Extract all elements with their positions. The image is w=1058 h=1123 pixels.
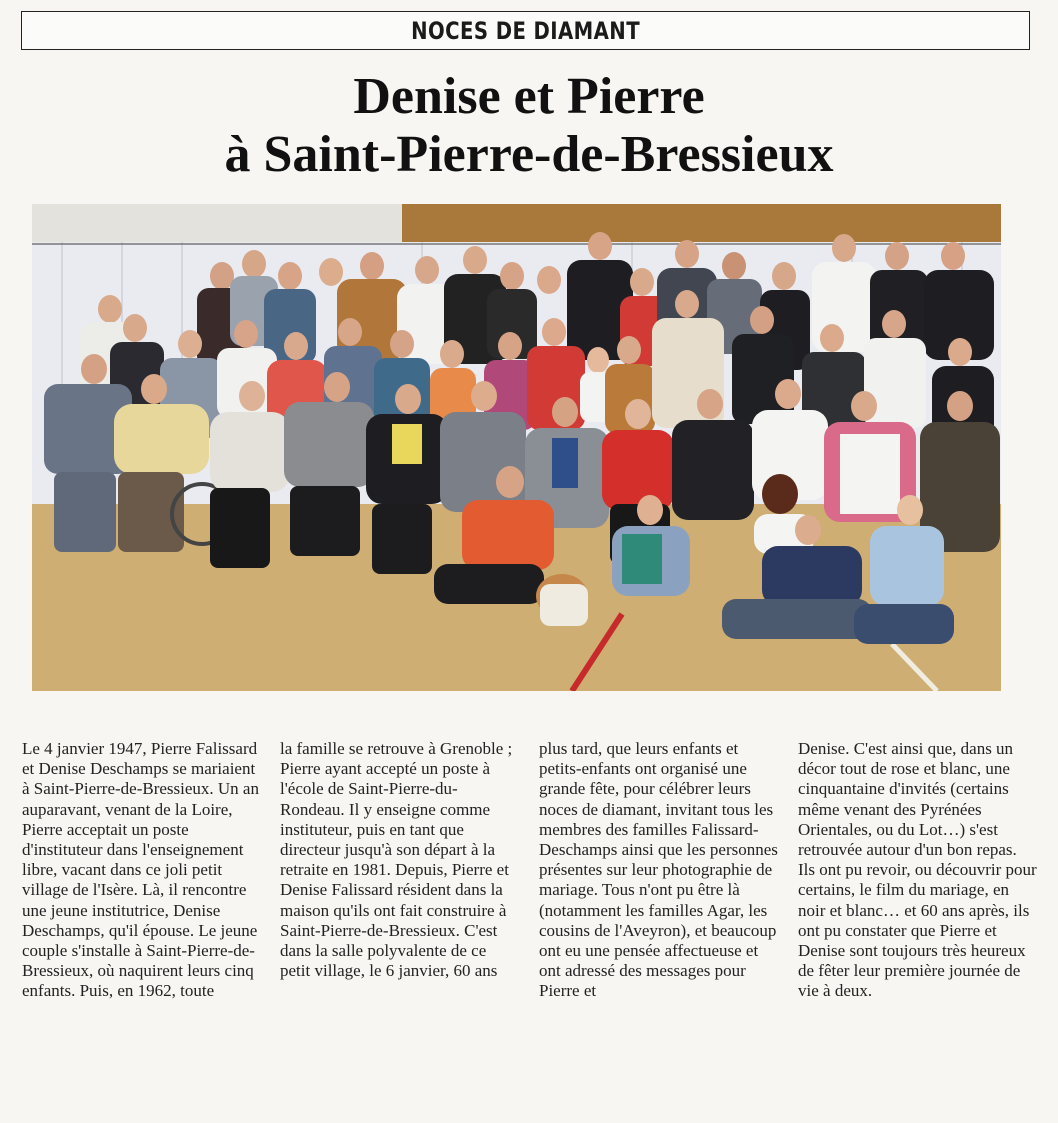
group-photo-illustration — [32, 204, 1001, 691]
section-rubric — [21, 11, 1030, 50]
article-text: Le 4 janvier 1947, Pierre Falissard et Denise Deschamps se mariaient à Saint-Pierre-de-Bressieux. Un an auparavant, venant de la Loire, Pierre acceptait un poste d'instituteur dans l'enseignement libre, vacant dans ce joli petit village de l'Isère. Là, il rencontre une jeune institutrice, Denise Deschamps, qu'il épouse. Le jeune couple s'installe à Saint-Pierre-de-Bressieux, où naquirent leurs cinq enfants. Puis, en 1962, toute — [22, 739, 259, 1001]
article-text: plus tard, que leurs enfants et petits-enfants ont organisé une grande fête, pour célébrer leurs noces de diamant, invitant tous les membres des familles Falissard-Deschamps ainsi que les personnes présentes sur leur photographie de mariage. Tous n'ont pu être là (notamment les familles Agar, les cousins de l'Aveyron), et beaucoup ont eu une pensée affectueuse et ont adressé des messages pour Pierre et — [539, 739, 778, 1001]
article-text: Denise. C'est ainsi que, dans un décor tout de rose et blanc, une cinquantaine d'invités (certains même venant des Pyrénées Orientales, ou du Lot…) s'est retrouvée autour d'un bon repas. Ils ont pu revoir, ou découvrir pour certains, le film du mariage, en noir et blanc… et 60 ans après, ils ont pu constater que Pierre et Denise sont toujours très heureux de fêter leur première journée de vie à deux. — [798, 739, 1037, 1001]
article-column-1 — [22, 739, 262, 1002]
headline — [0, 68, 1058, 184]
headline-line-2: à Saint-Pierre-de-Bressieux — [224, 126, 834, 183]
rubric-label: NOCES DE DIAMANT — [411, 16, 640, 45]
group-photo — [32, 204, 1001, 691]
article-text: la famille se retrouve à Grenoble ; Pierre ayant accepté un poste à l'école de Saint-Pierre-du-Rondeau. Il y enseigne comme instituteur, puis en tant que directeur jusqu'à son départ à la retraite en 1981. Depuis, Pierre et Denise Falissard résident dans la maison qu'ils ont fait construire à Saint-Pierre-de-Bressieux. C'est dans la salle polyvalente de ce petit village, le 6 janvier, 60 ans — [280, 739, 513, 981]
headline-line-1: Denise et Pierre — [353, 68, 705, 125]
article-column-3 — [539, 739, 779, 1002]
article-column-2 — [280, 739, 520, 981]
article-column-4 — [798, 739, 1038, 1002]
